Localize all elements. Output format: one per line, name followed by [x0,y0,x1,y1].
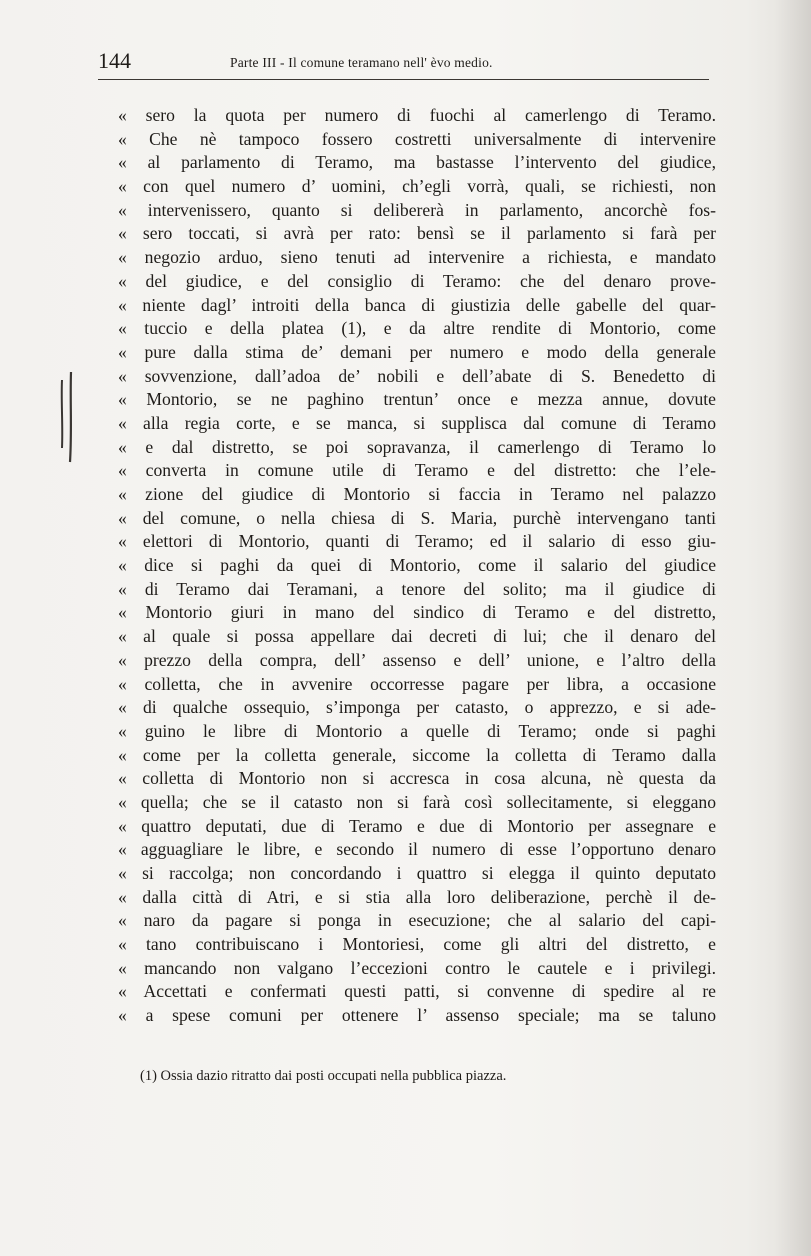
text-line: « guino le libre di Montorio a quelle di Teramo; onde si paghi [118,720,716,741]
text-line: « quella; che se il catasto non si farà così sollecitamente, si eleggano [118,791,716,812]
text-line: « sero toccati, si avrà per rato: bensì se il parlamento si farà per [118,223,716,244]
text-line: « del giudice, e del consiglio di Teramo: che del denaro prove- [118,270,716,291]
text-line: « al quale si possa appellare dai decreti di lui; che il denaro del [118,626,716,647]
binding-shadow [775,0,811,1256]
text-line: « niente dagl’ introiti della banca di giustizia delle gabelle del quar- [118,294,716,315]
text-line: « prezzo della compra, dell’ assenso e dell’ unione, e l’altro della [118,649,716,670]
text-line: « colletta, che in avvenire occorresse pagare per libra, a occasione [118,673,716,694]
footnote: (1) Ossia dazio ritratto dai posti occupati nella pubblica piazza. [140,1068,507,1084]
text-line: « dice si paghi da quei di Montorio, come il salario del giudice [118,555,716,576]
text-line: « sero la quota per numero di fuochi al camerlengo di Teramo. [118,105,716,125]
text-line: « si raccolga; non concordando i quattro si elegga il quinto deputato [118,863,716,883]
text-line: « come per la colletta generale, siccome la colletta di Teramo dalla [118,744,716,765]
page-number: 144 [98,48,131,73]
text-line: « alla regia corte, e se manca, si supplisca dal comune di Teramo [118,412,716,433]
text-line: « tano contribuiscano i Montoriesi, come gli altri del distretto, e [118,934,716,955]
header-rule [98,79,709,80]
text-line: « Che nè tampoco fossero costretti universalmente di intervenire [118,128,716,149]
text-line: « Montorio, se ne paghino trentun’ once e mezza annue, dovute [118,389,716,410]
text-line: « Montorio giuri in mano del sindico di Teramo e del distretto, [118,602,716,623]
text-line: « pure dalla stima de’ demani per numero e modo della generale [118,341,716,362]
text-line: « di qualche ossequio, s’imponga per catasto, o apprezzo, e si ade- [118,697,716,718]
text-line: « al parlamento di Teramo, ma bastasse l’intervento del giudice, [118,152,716,173]
text-line: « converta in comune utile di Teramo e del distretto: che l’ele- [118,460,716,481]
text-line: « negozio arduo, sieno tenuti ad intervenire a richiesta, e mandato [118,247,716,268]
running-title: Parte III - Il comune teramano nell' èvo medio. [230,55,493,70]
text-line: « intervenissero, quanto si delibererà in parlamento, ancorchè fos- [118,199,716,220]
text-line: « dalla città di Atri, e si stia alla loro deliberazione, perchè il de- [118,886,716,907]
text-line: « agguagliare le libre, e secondo il numero di esse l’opportuno denaro [118,839,716,860]
text-line: « zione del giudice di Montorio si faccia in Teramo nel palazzo [118,484,716,504]
text-line: « colletta di Montorio non si accresca in cosa alcuna, nè questa da [118,768,716,789]
pencil-margin-mark-icon [56,370,82,466]
text-line: « del comune, o nella chiesa di S. Maria, purchè intervengano tanti [118,507,716,528]
text-line: « a spese comuni per ottenere l’ assenso speciale; ma se taluno [118,1005,716,1026]
text-line: « con quel numero d’ uomini, ch’egli vorrà, quali, se richiesti, non [118,176,716,197]
text-line: « quattro deputati, due di Teramo e due di Montorio per assegnare e [118,815,716,836]
body-text [118,104,716,1028]
text-line: « elettori di Montorio, quanti di Teramo; ed il salario di esso giu- [118,531,716,552]
text-line: « mancando non valgano l’eccezioni contro le cautele e i privilegi. [118,957,716,978]
text-line: « sovvenzione, dall’adoa de’ nobili e dell’abate di S. Benedetto di [118,365,716,386]
text-line: « tuccio e della platea (1), e da altre rendite di Montorio, come [118,318,716,339]
text-line: « di Teramo dai Teramani, a tenore del solito; ma il giudice di [118,578,716,599]
page-header [98,48,709,72]
text-line: « e dal distretto, se poi sopravanza, il camerlengo di Teramo lo [118,436,716,457]
text-line: « naro da pagare si ponga in esecuzione; che al salario del capi- [118,910,716,931]
text-line: « Accettati e confermati questi patti, si convenne di spedire al re [118,981,716,1002]
